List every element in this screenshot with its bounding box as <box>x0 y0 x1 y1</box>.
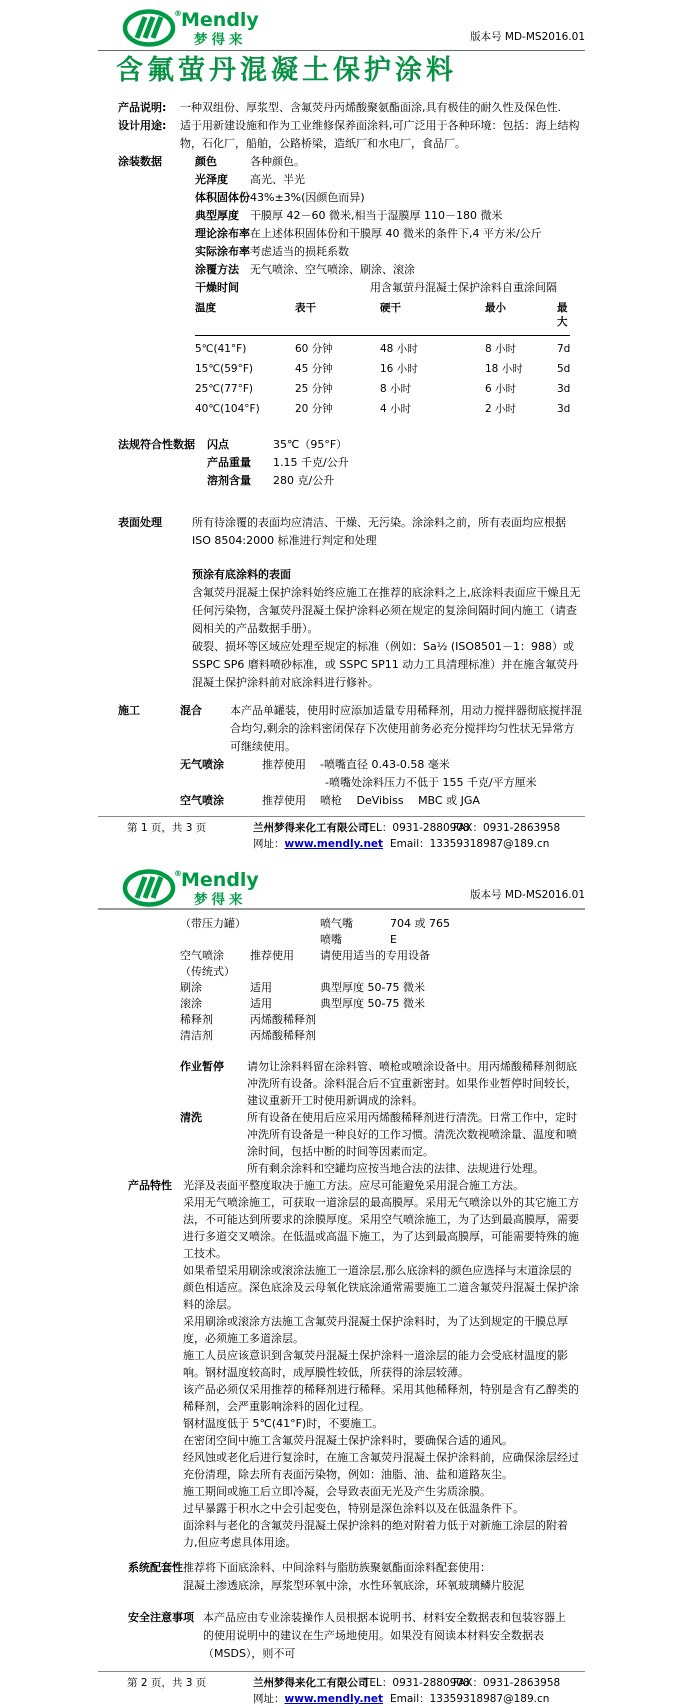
equipment-col1: （带压力罐） <box>180 917 246 930</box>
equipment-col3 <box>320 1028 390 1044</box>
coating-section-label <box>118 171 195 189</box>
product-features-label: 产品特性 <box>128 1179 172 1192</box>
coating-section-label <box>118 225 195 243</box>
drying-table-header: 温度 <box>195 301 295 336</box>
company-email: Email：13359318987@189.cn <box>390 838 550 850</box>
coating-row-value: 考虑适当的损耗系数 <box>250 245 349 258</box>
regulatory-section-label <box>118 472 207 490</box>
footer-line-1 <box>98 820 585 836</box>
surface-treatment-row <box>118 514 585 550</box>
equipment-col4 <box>390 980 585 996</box>
work-stop-text: 请勿让涂料料留在涂料管、喷枪或喷涂设备中。用丙烯酸稀释剂彻底冲洗所有设备。涂料混合后不宜重新密封。如果作业暂停时间较长，建议重新开工时使用新调成的涂料。 <box>247 1060 577 1107</box>
airless-nozzle-diameter: -喷嘴直径 0.43-0.58 毫米 <box>320 758 450 771</box>
coating-row-name: 颜色 <box>195 155 217 168</box>
equipment-col2 <box>250 932 320 948</box>
drying-table-cell: 45 分钟 <box>295 363 333 375</box>
brand-name: Mendly <box>181 9 259 31</box>
footer-line-2 <box>98 836 585 852</box>
mendly-emblem <box>122 7 272 49</box>
equipment-col2: 丙烯酸稀释剂 <box>250 1029 316 1042</box>
registered-mark: ® <box>174 869 182 878</box>
equipment-col1: 刷涂 <box>180 981 202 994</box>
equipment-col3: 喷嘴 <box>320 933 342 946</box>
coating-section-label <box>118 189 195 207</box>
precoat-paragraph-1: 含氟荧丹混凝土保护涂料始终应施工在推荐的底涂料之上,底涂料表面应干燥且无任何污染物，含氟荧丹混凝土保护涂料必须在规定的复涂间隔时间内施工（请查阅相关的产品数据手册）。 <box>192 586 581 635</box>
equipment-col2: 丙烯酸稀释剂 <box>250 1013 316 1026</box>
equipment-col3 <box>320 964 390 980</box>
coating-row-value: 高光、半光 <box>250 173 305 186</box>
regulatory-row-name: 溶剂含量 <box>207 474 251 487</box>
drying-table-cell: 60 分钟 <box>295 343 333 355</box>
feature-paragraph: 光泽及表面平整度取决于施工方法。应尽可能避免采用混合施工方法。 <box>183 1179 524 1192</box>
feature-paragraph: 钢材温度低于 5℃(41°F)时，不要施工。 <box>183 1417 384 1430</box>
equipment-col1: 稀释剂 <box>180 1013 213 1026</box>
equipment-col1: 清洁剂 <box>180 1029 213 1042</box>
coating-section-label <box>118 243 195 261</box>
product-features-paragraphs <box>183 1177 581 1551</box>
equipment-col1 <box>180 932 250 948</box>
regulatory-section-label: 法规符合性数据 <box>118 438 195 451</box>
disposal-text: 所有剩余涂料和空罐均应按当地合法的法律、法规进行处理。 <box>247 1162 544 1175</box>
mix-label: 混合 <box>180 704 202 717</box>
company-name: 兰州梦得来化工有限公司 <box>253 1677 369 1689</box>
equipment-col2: 推荐使用 <box>250 949 294 962</box>
airless-nozzle-pressure: -喷嘴处涂料压力不低于 155 千克/平方厘米 <box>325 776 537 789</box>
mendly-emblem <box>122 867 272 909</box>
page-2 <box>0 860 687 1707</box>
airless-spray-row <box>118 756 585 774</box>
equipment-col4 <box>390 996 585 1012</box>
website-label: 网址： <box>253 838 285 850</box>
page1-header <box>98 0 585 51</box>
regulatory-row-value: 280 克/公升 <box>273 474 335 487</box>
surface-treatment-text: 所有待涂覆的表面均应清洁、干燥、无污染。涂涂料之前，所有表面均应根据 ISO 8504:2000 标准进行判定和处理 <box>192 516 566 547</box>
application-mix-row <box>118 702 585 756</box>
equipment-col1: 空气喷涂 <box>180 949 224 962</box>
equipment-col2 <box>250 916 320 932</box>
coating-row-value: 43%±3%(因颜色而异) <box>250 191 365 204</box>
feature-paragraph: 在密闭空间中施工含氟荧丹混凝土保护涂料时，要确保合适的通风。 <box>183 1434 513 1447</box>
drying-table-cell: 25℃(77°F) <box>195 383 253 395</box>
drying-table-cell: 5℃(41°F) <box>195 343 247 355</box>
equipment-col3: 请使用适当的专用设备 <box>320 949 430 962</box>
air-spray-gun-text: 喷枪 DeVibiss MBC 或 JGA <box>320 794 480 807</box>
equipment-col3: 喷气嘴 <box>320 917 353 930</box>
brand-name: Mendly <box>181 869 259 891</box>
regulatory-section-label <box>118 454 207 472</box>
equipment-col3: 典型厚度 50-75 微米 <box>320 997 425 1010</box>
drying-table-cell: 18 小时 <box>485 363 523 375</box>
equipment-col2: 适用 <box>250 997 272 1010</box>
feature-paragraph: 采用刷涂或滚涂方法施工含氟荧丹混凝土保护涂料时，为了达到规定的干膜总厚度，必须施工多道涂层。 <box>183 1315 568 1345</box>
feature-paragraph: 过早暴露于积水之中会引起变色，特别是深色涂料以及在低温条件下。 <box>183 1502 524 1515</box>
version-label: 版本号 MD-MS2016.01 <box>470 889 585 901</box>
page-title: 含氟萤丹混凝土保护涂料 <box>116 55 457 86</box>
equipment-col4 <box>390 1028 585 1044</box>
company-fax: FAX：0931-2863958 <box>453 822 561 834</box>
company-tel: TEL：0931-2880908 <box>363 822 470 834</box>
page2-footer <box>98 1671 585 1707</box>
registered-mark: ® <box>174 9 182 18</box>
equipment-col2: 适用 <box>250 981 272 994</box>
drying-table-header: 最大 <box>557 301 570 336</box>
safety-text: 本产品应由专业涂装操作人员根据本说明书、材料安全数据表和包装容器上的使用说明中的建议在生产场地使用。如果没有阅读本材料安全数据表（MSDS），则不可 <box>203 1611 566 1660</box>
work-stop-row <box>180 1058 585 1109</box>
regulatory-row-value: 1.15 千克/公升 <box>273 456 349 469</box>
air-spray-label: 空气喷涂 <box>180 794 224 807</box>
page-number: 第 1 页，共 3 页 <box>127 822 207 834</box>
feature-paragraph: 如果希望采用刷涂或滚涂法施工一道涂层,那么底涂料的颜色应选择与末道涂层的颜色相适应。深色底涂及云母氧化铁底涂通常需要施工二道含氟荧丹混凝土保护涂料的涂层。 <box>183 1264 579 1311</box>
drying-table-cell: 4 小时 <box>380 403 412 415</box>
cleaning-row <box>180 1109 585 1160</box>
system-compatibility-text <box>183 1559 585 1595</box>
product-description-label: 产品说明: <box>118 101 167 114</box>
product-features-section <box>128 1177 585 1551</box>
drying-time-table <box>195 301 571 416</box>
drying-table-header: 硬干 <box>380 301 485 336</box>
page1-footer <box>98 816 585 852</box>
feature-paragraph: 施工人员应该意识到含氟荧丹混凝土保护涂料一道涂层的能力会受底材温度的影响。钢材温度较高时，成厚膜性较低，所获得的涂层较薄。 <box>183 1349 568 1379</box>
safety-section <box>128 1609 585 1663</box>
drying-table-cell: 7d <box>557 343 571 355</box>
precoat-heading: 预涂有底涂料的表面 <box>192 568 291 581</box>
website-row <box>253 1691 383 1707</box>
product-description-text: 一种双组份、厚浆型、含氟荧丹丙烯酸聚氨酯面涂,具有极佳的耐久性及保色性. <box>180 101 561 114</box>
coating-section-label <box>118 279 195 297</box>
drying-table-header: 最小 <box>485 301 557 336</box>
system-compatibility-section <box>128 1559 585 1595</box>
coating-section-label: 涂装数据 <box>118 155 162 168</box>
system-line-2: 混凝土渗透底涂，厚浆型环氧中涂，水性环氧底涂，环氧玻璃鳞片胶泥 <box>183 1579 524 1592</box>
company-email: Email：13359318987@189.cn <box>390 1693 550 1705</box>
coating-row-name: 体积固体份 <box>195 191 250 204</box>
page-number: 第 2 页，共 3 页 <box>127 1677 207 1689</box>
coating-row-name: 理论涂布率 <box>195 227 250 240</box>
airless-pressure-row <box>118 774 585 792</box>
drying-table-cell: 8 小时 <box>485 343 517 355</box>
system-line-1: 推荐将下面底涂料、中间涂料与脂肪族聚氨酯面涂料配套使用： <box>183 1561 491 1574</box>
cleaning-label: 清洗 <box>180 1111 202 1124</box>
equipment-col1: 滚涂 <box>180 997 202 1010</box>
drying-table-cell: 5d <box>557 363 571 375</box>
system-compatibility-label: 系统配套性 <box>128 1561 183 1574</box>
product-description-row <box>118 99 585 117</box>
intro-block <box>98 99 585 153</box>
coating-section-label <box>118 261 195 279</box>
version-label: 版本号 MD-MS2016.01 <box>470 31 585 43</box>
drying-table-cell: 6 小时 <box>485 383 517 395</box>
footer-line-1 <box>98 1675 585 1691</box>
brand-name-cn: 梦得来 <box>194 32 247 48</box>
footer-line-2 <box>98 1691 585 1707</box>
safety-label: 安全注意事项 <box>128 1611 194 1624</box>
surface-treatment-label: 表面处理 <box>118 516 162 529</box>
equipment-col3: 典型厚度 50-75 微米 <box>320 981 425 994</box>
feature-paragraph: 面涂料与老化的含氟荧丹混凝土保护涂料的绝对附着力低于对新施工涂层的附着力,但应考虑具体用途。 <box>183 1519 568 1549</box>
drying-table-header: 表干 <box>295 301 380 336</box>
design-use-label: 设计用途: <box>118 119 167 132</box>
mendly-logo <box>122 7 272 55</box>
regulatory-row-name: 闪点 <box>207 438 229 451</box>
work-stop-label: 作业暂停 <box>180 1060 224 1073</box>
drying-table-cell: 16 小时 <box>380 363 418 375</box>
equipment-col2 <box>250 964 320 980</box>
mendly-logo <box>122 867 272 915</box>
mix-text: 本产品单罐装，使用时应添加适量专用稀释剂，用动力搅拌器彻底搅拌混合均匀,剩余的涂料密闭保存下次使用前务必充分搅拌均匀性状无异常方可继续使用。 <box>230 704 582 753</box>
drying-table-cell: 3d <box>557 383 571 395</box>
website-link[interactable]: www.mendly.net <box>284 1693 384 1705</box>
company-name: 兰州梦得来化工有限公司 <box>253 822 369 834</box>
feature-paragraph: 经风蚀或老化后进行复涂时，在施工含氟荧丹混凝土保护涂料前，应确保涂层经过充份清理，除去所有表面污染物，例如：油脂、油、盐和道路灰尘。 <box>183 1451 579 1481</box>
feature-paragraph: 该产品必须仅采用推荐的稀释剂进行稀释。采用其他稀释剂，特别是含有乙醇类的稀释剂，会严重影响涂料的固化过程。 <box>183 1383 579 1413</box>
equipment-col4 <box>390 964 585 980</box>
airless-spray-label: 无气喷涂 <box>180 758 224 771</box>
coating-row-name: 干燥时间 <box>195 281 239 294</box>
coating-row-name: 涂覆方法 <box>195 263 239 276</box>
coating-row-name: 光泽度 <box>195 173 228 186</box>
website-label: 网址： <box>253 1693 285 1705</box>
regulatory-row-value: 35℃（95°F） <box>273 438 348 451</box>
coating-row-value: 在上述体积固体份和干膜厚 40 微米的条件下,4 平方米/公斤 <box>250 227 542 240</box>
feature-paragraph: 施工期间或施工后立即冷凝，会导致表面无光及产生劣质涂膜。 <box>183 1485 491 1498</box>
drying-table-cell: 48 小时 <box>380 343 418 355</box>
drying-table-cell: 2 小时 <box>485 403 517 415</box>
air-recommend-label: 推荐使用 <box>262 794 306 807</box>
equipment-col1: （传统式） <box>180 965 235 978</box>
design-use-row <box>118 117 585 153</box>
coating-row-value: 无气喷涂、空气喷涂、刷涂、滚涂 <box>250 263 415 276</box>
company-fax: FAX：0931-2863958 <box>453 1677 561 1689</box>
drying-table-cell: 8 小时 <box>380 383 412 395</box>
air-spray-row <box>118 792 585 810</box>
drying-table-cell: 40℃(104°F) <box>195 403 260 415</box>
coating-row-name: 实际涂布率 <box>195 245 250 258</box>
coating-row-value: 干膜厚 42－60 微米,相当于湿膜厚 110－180 微米 <box>250 209 503 222</box>
drying-table-cell: 15℃(59°F) <box>195 363 253 375</box>
page2-header <box>98 860 585 910</box>
drying-table-cell: 20 分钟 <box>295 403 333 415</box>
cleaning-text: 所有设备在使用后应采用丙烯酸稀释剂进行清洗。日常工作中，定时冲洗所有设备是一种良好的工作习惯。清洗次数视喷涂量、温度和喷涂时间，包括中断的时间等因素而定。 <box>247 1111 577 1158</box>
airless-recommend-label: 推荐使用 <box>262 758 306 771</box>
feature-paragraph: 采用无气喷涂施工，可获取一道涂层的最高膜厚。采用无气喷涂以外的其它施工方法，不可能达到所要求的涂膜厚度。采用空气喷涂施工，为了达到最高膜厚，需要进行多道交叉喷涂。在低温或高温下施工，为了达到最高膜厚，可能需要特殊的施工技术。 <box>183 1196 579 1260</box>
company-tel: TEL：0931-2880908 <box>363 1677 470 1689</box>
precoat-paragraph-2: 破裂、损坏等区域应处理至规定的标准（例如：Sa½ (ISO8501－1：988）或 SSPC SP6 磨料喷砂标准，或 SSPC SP11 动力工具清理标准）并在施含氟荧丹混凝土保护涂料前对底涂料进行修补。 <box>192 640 579 689</box>
coating-row-value: 用含氟萤丹混凝土保护涂料自重涂间隔 <box>370 281 557 294</box>
equipment-col4: 704 或 765 <box>390 917 450 930</box>
coating-section-label <box>118 207 195 225</box>
equipment-col4 <box>390 1012 585 1028</box>
equipment-rows <box>180 916 585 1044</box>
equipment-col3 <box>320 1012 390 1028</box>
equipment-col4: E <box>390 933 397 946</box>
coating-data-table <box>118 153 585 297</box>
coating-row-name: 典型厚度 <box>195 209 239 222</box>
equipment-col4 <box>390 948 585 964</box>
website-row <box>253 836 383 852</box>
website-link[interactable]: www.mendly.net <box>284 838 384 850</box>
page-1 <box>0 0 687 852</box>
application-label: 施工 <box>118 704 140 717</box>
brand-name-cn: 梦得来 <box>194 892 247 908</box>
regulatory-data-table <box>118 436 585 490</box>
coating-row-value: 各种颜色。 <box>250 155 305 168</box>
precoat-section <box>192 566 584 692</box>
drying-table-cell: 3d <box>557 403 571 415</box>
regulatory-row-name: 产品重量 <box>207 456 251 469</box>
design-use-text: 适于用新建设施和作为工业维修保养面涂料,可广泛用于各种环境：包括：海上结构物，石化厂，船舶，公路桥梁，造纸厂和水电厂，食品厂。 <box>180 119 580 150</box>
drying-table-cell: 25 分钟 <box>295 383 333 395</box>
